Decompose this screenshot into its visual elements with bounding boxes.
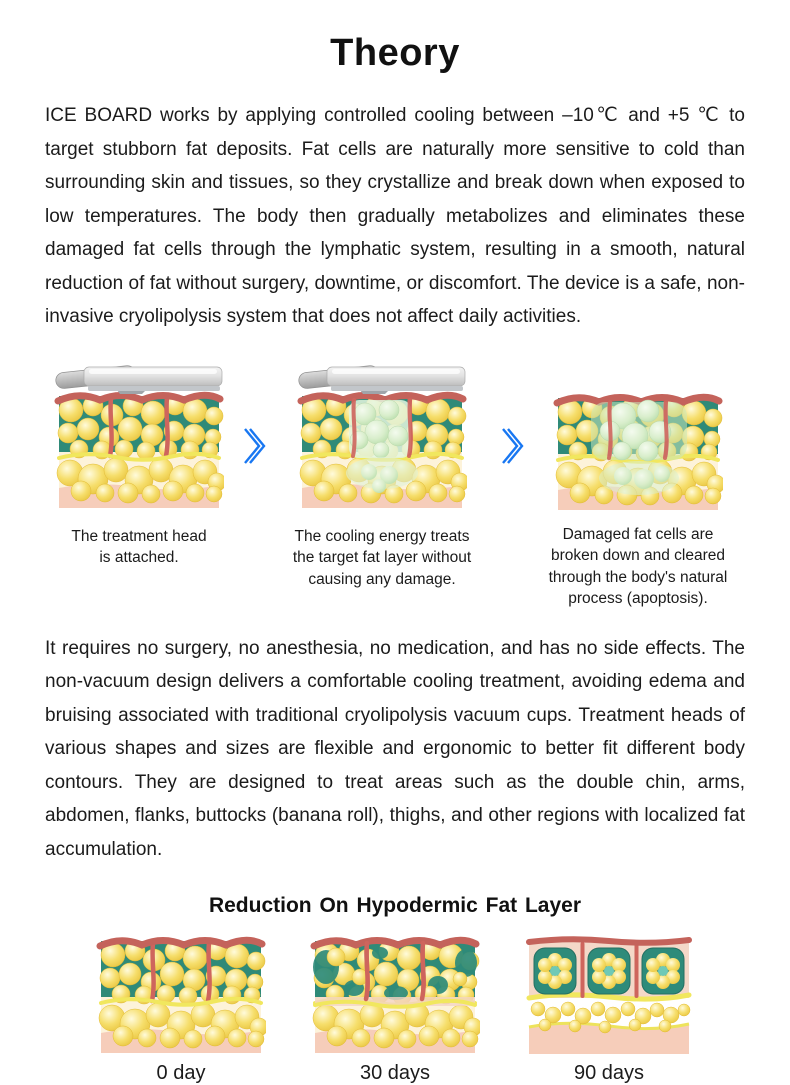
- stage-label: 30 days: [359, 1062, 431, 1084]
- reduction-stages-row: [45, 932, 745, 1085]
- treatment-process-row: [45, 362, 745, 610]
- illustration-cooling-energy-treats-fat-layer: [297, 362, 467, 514]
- stage-label: 90 days: [573, 1062, 645, 1084]
- process-step-3: [540, 362, 736, 610]
- illustration-fat-layer-day-90: [524, 932, 694, 1054]
- process-step-1: [54, 362, 224, 569]
- double-chevron-right-icon: [498, 424, 524, 468]
- illustration-treatment-head-attached: [54, 362, 224, 514]
- stage-day-0: [96, 932, 266, 1085]
- process-step-caption: The treatment head is attached.: [71, 527, 207, 566]
- intro-paragraph: ICE BOARD works by applying controlled cooling between –10℃ and +5 ℃ to target stubborn fat deposits. Fat cells are naturally more sensitive to cold than surrounding skin and tissues, so they crystallize and break down when exposed to low temperatures. The body then gradually metabolizes and eliminates these damaged fat cells through the lymphatic system, resulting in a smooth, natural reduction of fat without surgery, downtime, or discomfort. The device is a safe, non-invasive cryolipolysis system that does not affect daily activities.: [45, 105, 745, 327]
- stage-label: 0 day: [156, 1062, 206, 1084]
- reduction-section-heading: Reduction On Hypodermic Fat Layer: [208, 894, 582, 917]
- process-step-caption: The cooling energy treats the target fat layer without causing any damage.: [292, 527, 472, 588]
- double-chevron-right-icon: [240, 424, 266, 468]
- body-paragraph: It requires no surgery, no anesthesia, no medication, and has no side effects. The non-vacuum design delivers a comfortable cooling treatment, avoiding edema and bruising associated with traditional cryolipolysis vacuum cups. Treatment heads of various shapes and sizes are flexible and ergonomic to better fit different body contours. They are designed to treat areas such as the double chin, arms, abdomen, flanks, buttocks (banana roll), thighs, and other regions with localized fat accumulation.: [45, 637, 745, 860]
- illustration-fat-layer-day-0: [96, 932, 266, 1054]
- illustration-damaged-fat-cells-cleared: [553, 388, 723, 512]
- process-step-2: [282, 362, 482, 591]
- process-step-caption: Damaged fat cells are broken down and cleared through the body's natural process (apoptosis).: [548, 525, 728, 607]
- stage-day-90: [524, 932, 694, 1085]
- stage-day-30: [310, 932, 480, 1085]
- page-title: Theory: [330, 32, 460, 74]
- illustration-fat-layer-day-30: [310, 932, 480, 1054]
